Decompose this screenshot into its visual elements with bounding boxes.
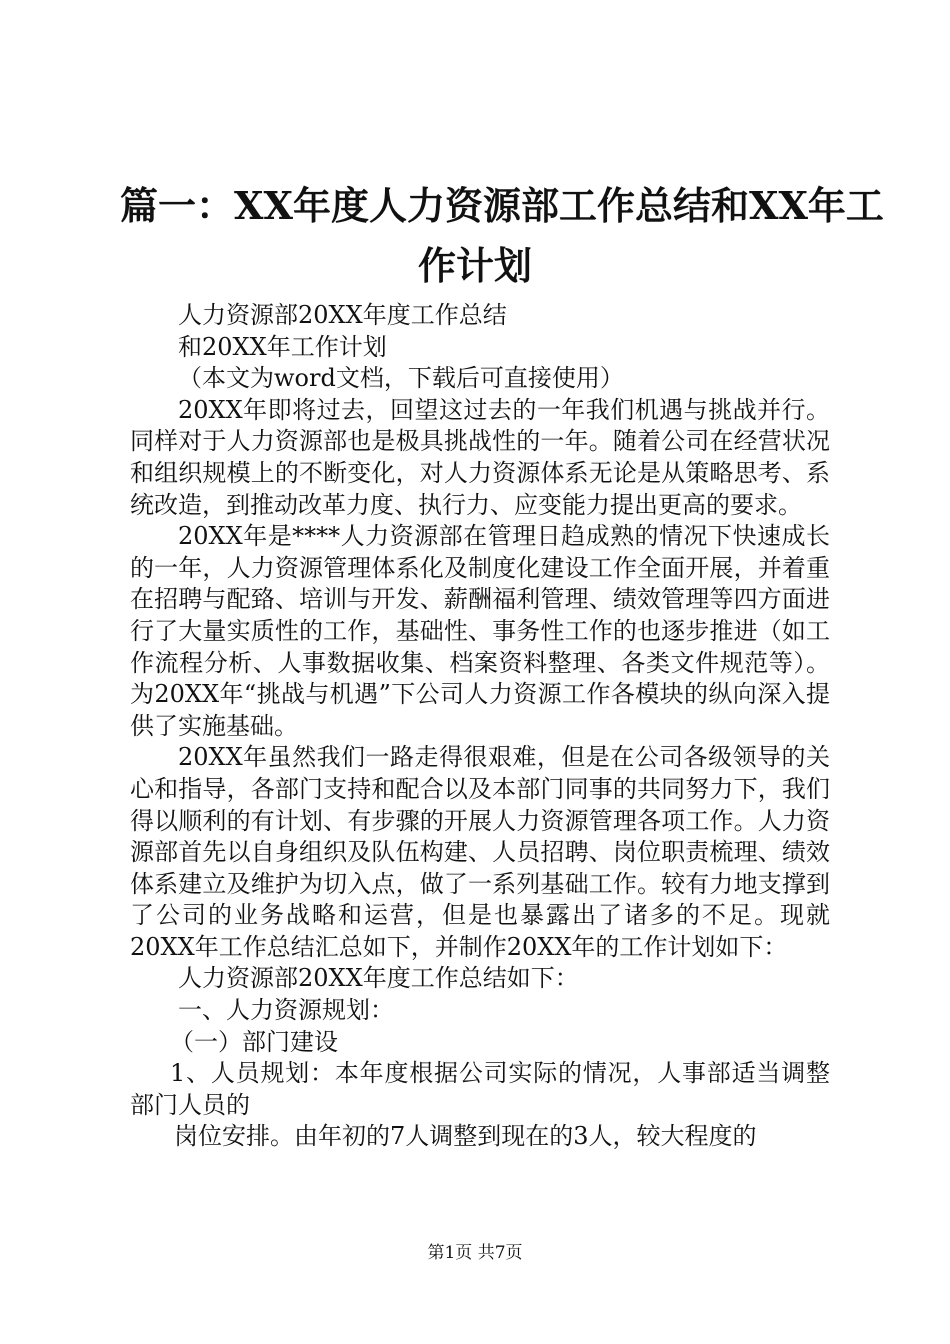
document-note: （本文为word文档，下载后可直接使用）	[178, 364, 624, 393]
section-heading: 人力资源部20XX年度工作总结如下：	[178, 964, 579, 993]
document-body	[130, 300, 830, 1153]
page-footer: 第1页 共7页	[427, 1243, 523, 1263]
subsection-heading: （一）部门建设	[170, 1027, 338, 1056]
paragraph-summary: 20XX年虽然我们一路走得很艰难，但是在公司各级领导的关心和指导，各部门支持和配合以及本部门同事的共同努力下，我们得以顺利的有计划、有步骤的开展人力资源管理各项工作。人力资源部首先以自身组织及队伍构建、人员招聘、岗位职责梳理、绩效体系建立及维护为切入点，做了一系列基础工作。较有力地支撑到了公司的业务战略和运营，但是也暴露出了诸多的不足。现就20XX年工作总结汇总如下，并制作20XX年的工作计划如下：	[130, 743, 830, 961]
list-item-1: 1、人员规划：本年度根据公司实际的情况，人事部适当调整部门人员的	[130, 1059, 830, 1119]
paragraph-intro: 20XX年即将过去，回望这过去的一年我们机遇与挑战并行。同样对于人力资源部也是极具挑战性的一年。随着公司在经营状况和组织规模上的不断变化，对人力资源体系无论是从策略思考、系统改造，到推动改革力度、执行力、应变能力提出更高的要求。	[130, 395, 830, 519]
paragraph-overview: 20XX年是****人力资源部在管理日趋成熟的情况下快速成长的一年，人力资源管理体系化及制度化建设工作全面开展，并着重在招聘与配臵、培训与开发、薪酬福利管理、绩效管理等四方面进行了大量实质性的工作，基础性、事务性工作的也逐步推进（如工作流程分析、人事数据收集、档案资料整理、各类文件规范等）。为20XX年“挑战与机遇”下公司人力资源工作各模块的纵向深入提供了实施基础。	[130, 522, 830, 740]
subtitle-line-2: 和20XX年工作计划	[178, 332, 387, 361]
subtitle-line-1: 人力资源部20XX年度工作总结	[178, 301, 507, 329]
document-title-line-2: 作计划	[417, 243, 532, 288]
list-item-1-continued: 岗位安排。由年初的7人调整到现在的3人，较大程度的	[174, 1122, 757, 1151]
section-heading-1: 一、人力资源规划：	[178, 996, 394, 1025]
document-title-line-1: 篇一：XX年度人力资源部工作总结和XX年工	[120, 183, 884, 228]
